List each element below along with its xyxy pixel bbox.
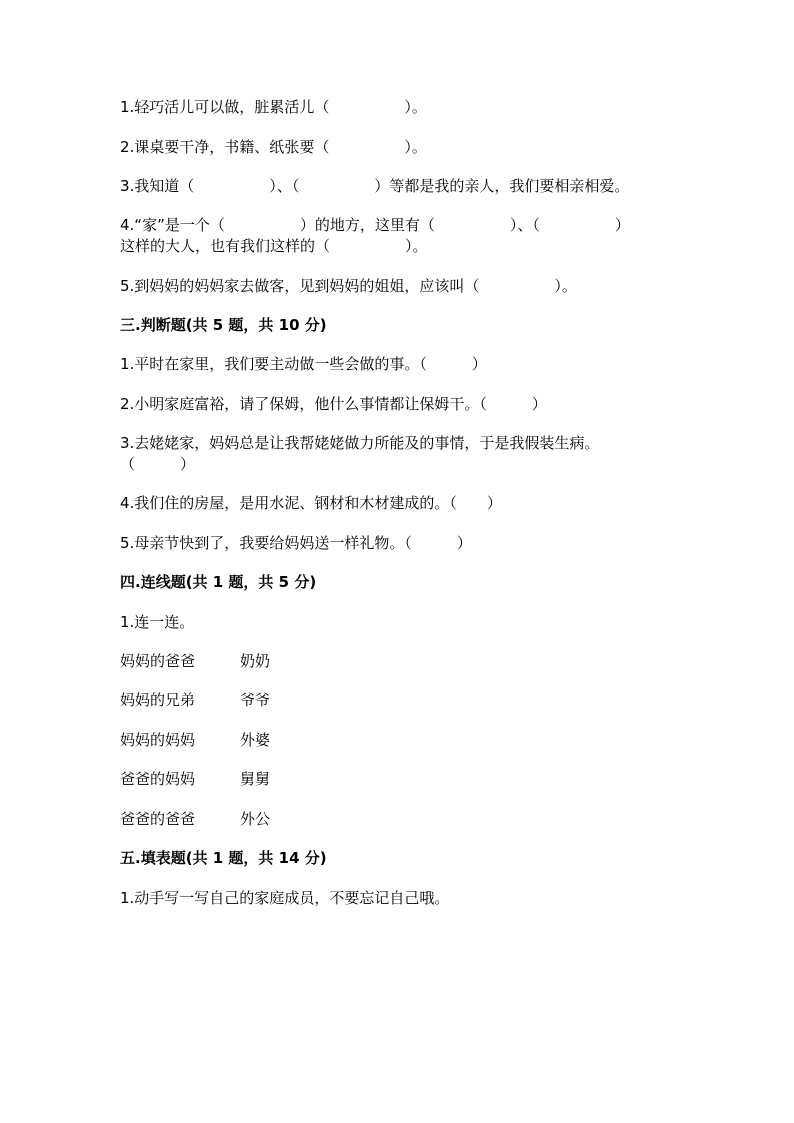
judge-question-3: 3.去姥姥家，妈妈总是让我帮姥姥做力所能及的事情，于是我假装生病。	[120, 434, 600, 452]
section-4-title: 四.连线题(共 1 题，共 5 分)	[120, 573, 317, 591]
match-left-item: 爸爸的妈妈	[120, 770, 196, 788]
match-right-item: 外婆	[240, 731, 271, 749]
section-5-title: 五.填表题(共 1 题，共 14 分)	[120, 849, 327, 867]
fill-question-4-continued: 这样的大人，也有我们这样的（ ）。	[120, 237, 428, 255]
match-right-item: 爷爷	[240, 691, 271, 709]
match-right-item: 外公	[240, 810, 271, 828]
judge-question-5: 5.母亲节快到了，我要给妈妈送一样礼物。（ ）	[120, 534, 472, 552]
judge-question-2: 2.小明家庭富裕，请了保姆，他什么事情都让保姆干。（ ）	[120, 395, 547, 413]
match-left-item: 妈妈的爸爸	[120, 652, 196, 670]
fill-question-1: 1.轻巧活儿可以做，脏累活儿（ ）。	[120, 98, 427, 116]
match-left-item: 妈妈的妈妈	[120, 731, 196, 749]
match-right-item: 奶奶	[240, 652, 271, 670]
fill-question-2: 2.课桌要干净，书籍、纸张要（ ）。	[120, 138, 427, 156]
table-question-1: 1.动手写一写自己的家庭成员，不要忘记自己哦。	[120, 889, 450, 907]
judge-question-1: 1.平时在家里，我们要主动做一些会做的事。（ ）	[120, 355, 487, 373]
fill-question-3: 3.我知道（ ）、（ ）等都是我的亲人，我们要相亲相爱。	[120, 177, 630, 195]
match-right-item: 舅舅	[240, 770, 271, 788]
fill-question-5: 5.到妈妈的妈妈家去做客，见到妈妈的姐姐，应该叫（ ）。	[120, 277, 577, 295]
judge-question-3-blank: （ ）	[120, 455, 196, 473]
judge-question-4: 4.我们住的房屋，是用水泥、钢材和木材建成的。（ ）	[120, 494, 502, 512]
section-3-title: 三.判断题(共 5 题，共 10 分)	[120, 316, 327, 334]
fill-question-4: 4.“家”是一个（ ）的地方，这里有（ ）、（ ）	[120, 216, 630, 234]
match-question-1: 1.连一连。	[120, 613, 195, 631]
match-left-item: 妈妈的兄弟	[120, 691, 196, 709]
match-left-item: 爸爸的爸爸	[120, 810, 196, 828]
